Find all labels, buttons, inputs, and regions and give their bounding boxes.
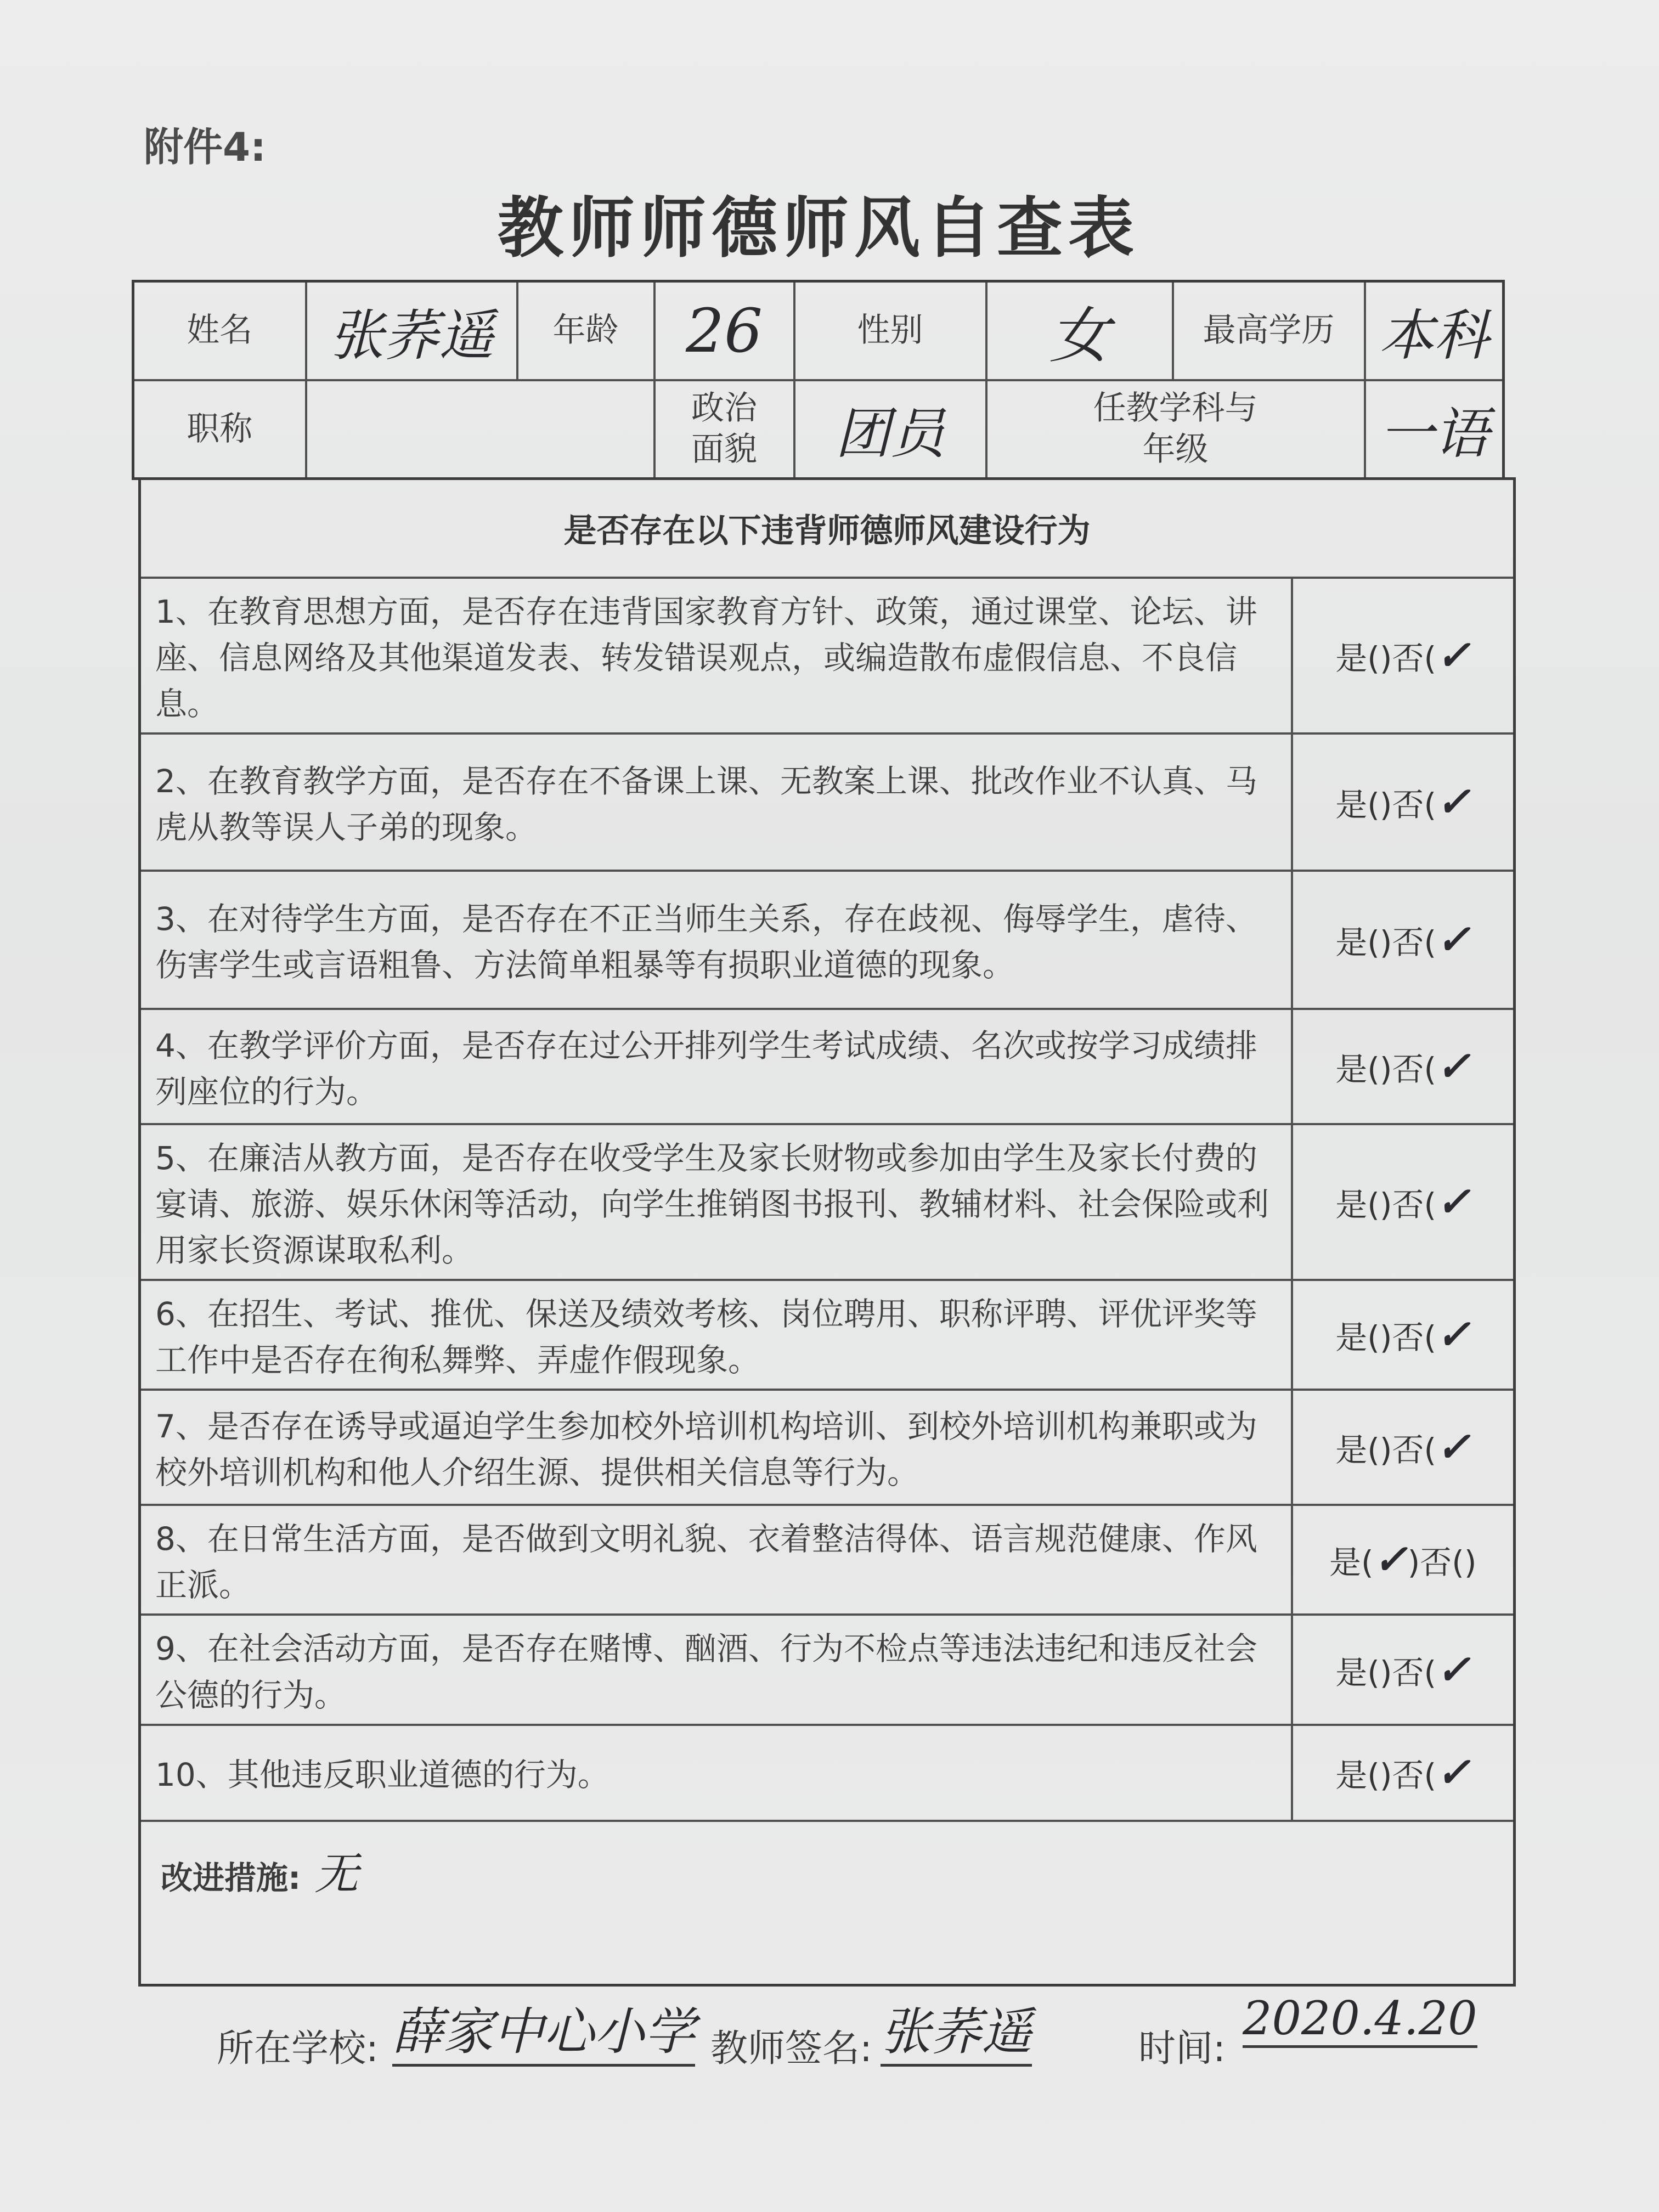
age-label: 年龄 [517, 281, 654, 380]
yes-no-answer[interactable] [1292, 1009, 1515, 1124]
checklist-row [140, 1615, 1515, 1724]
checklist-item-text: 4、在教学评价方面，是否存在过公开排列学生考试成绩、名次或按学习成绩排列座位的行为。 [140, 1009, 1292, 1124]
no-option: )否( [1407, 1544, 1464, 1582]
yes-no-answer[interactable] [1292, 578, 1515, 733]
checklist-item-text: 3、在对待学生方面，是否存在不正当师生关系，存在歧视、侮辱学生，虐待、伤害学生或言语粗鲁、方法简单粗暴等有损职业道德的现象。 [140, 871, 1292, 1009]
yes-option: 是( [1335, 786, 1380, 823]
no-checkmark: ✓ [1436, 916, 1471, 963]
yes-checkmark: ✓ [1373, 1536, 1408, 1584]
subject-grade-value[interactable]: 一语 [1365, 380, 1504, 479]
checklist-row [140, 1124, 1515, 1280]
no-option: )否( [1379, 639, 1437, 677]
no-checkmark: ✓ [1436, 1178, 1471, 1226]
teacher-signature-label: 教师签名: [710, 2027, 872, 2070]
answer-suffix: ) [1464, 1544, 1477, 1582]
political-status-label-line2: 面貌 [691, 430, 757, 469]
school-label: 所在学校: [217, 2027, 379, 2070]
no-option: )否( [1379, 1757, 1437, 1795]
professional-title-label: 职称 [133, 380, 306, 479]
section-heading: 是否存在以下违背师德师风建设行为 [140, 479, 1515, 578]
age-value[interactable]: 26 [654, 281, 794, 380]
yes-no-answer[interactable] [1292, 1505, 1515, 1615]
no-option: )否( [1379, 1050, 1437, 1088]
no-option: )否( [1379, 1654, 1437, 1691]
yes-no-answer[interactable] [1292, 1725, 1515, 1821]
yes-option: 是( [1335, 1050, 1380, 1088]
checklist-item-text: 6、在招生、考试、推优、保送及绩效考核、岗位聘用、职称评聘、评优评奖等工作中是否存在徇私舞弊、弄虚作假现象。 [140, 1280, 1292, 1390]
school-value[interactable]: 薛家中心小学 [392, 1991, 695, 2067]
checklist-row [140, 1009, 1515, 1124]
date-value[interactable]: 2020.4.20 [1243, 1991, 1477, 2048]
yes-option: 是( [1335, 1186, 1380, 1223]
yes-no-answer[interactable] [1292, 871, 1515, 1009]
checklist-item-text: 10、其他违反职业道德的行为。 [140, 1725, 1292, 1821]
yes-option: 是( [1335, 1654, 1380, 1691]
document-title: 教师师德师风自查表 [498, 190, 1139, 267]
education-value[interactable]: 本科 [1365, 281, 1504, 380]
gender-value[interactable]: 女 [986, 281, 1173, 380]
checklist-row [140, 1725, 1515, 1821]
yes-option: 是( [1335, 1431, 1380, 1469]
political-status-label-line1: 政治 [691, 389, 757, 428]
attachment-label: 附件4: [144, 124, 266, 170]
yes-option: 是( [1329, 1544, 1374, 1582]
improvement-measures-label: 改进措施: [161, 1859, 301, 1897]
no-checkmark: ✓ [1436, 1749, 1471, 1797]
no-checkmark: ✓ [1436, 1042, 1471, 1090]
subject-grade-label-line2: 年级 [1142, 430, 1209, 469]
gender-label: 性别 [794, 281, 986, 380]
no-checkmark: ✓ [1436, 631, 1471, 679]
political-status-value[interactable]: 团员 [794, 380, 986, 479]
yes-no-answer[interactable] [1292, 1615, 1515, 1724]
checklist-row [140, 733, 1515, 871]
teacher-signature-value[interactable]: 张荞遥 [881, 1991, 1032, 2067]
checklist-row [140, 1505, 1515, 1615]
no-option: )否( [1379, 1319, 1437, 1357]
no-option: )否( [1379, 786, 1437, 823]
yes-option: 是( [1335, 1757, 1380, 1795]
checklist-row [140, 871, 1515, 1009]
education-label: 最高学历 [1173, 281, 1365, 380]
name-value[interactable]: 张荞遥 [306, 281, 517, 380]
checklist-row [140, 578, 1515, 733]
no-checkmark: ✓ [1436, 1646, 1471, 1694]
checklist-item-text: 5、在廉洁从教方面，是否存在收受学生及家长财物或参加由学生及家长付费的宴请、旅游、娱乐休闲等活动，向学生推销图书报刊、教辅材料、社会保险或利用家长资源谋取私利。 [140, 1124, 1292, 1280]
political-status-label [654, 380, 794, 479]
checklist-row [140, 1280, 1515, 1390]
checklist-item-text: 9、在社会活动方面，是否存在赌博、酗酒、行为不检点等违法违纪和违反社会公德的行为。 [140, 1615, 1292, 1724]
name-label: 姓名 [133, 281, 306, 380]
yes-option: 是( [1335, 639, 1380, 677]
no-option: )否( [1379, 923, 1437, 961]
self-check-table [138, 477, 1516, 1987]
date-label: 时间: [1138, 2027, 1226, 2070]
improvement-measures-value[interactable]: 无 [314, 1848, 359, 1899]
personal-info-table [132, 280, 1505, 480]
no-checkmark: ✓ [1436, 778, 1471, 826]
checklist-item-text: 7、是否存在诱导或逼迫学生参加校外培训机构培训、到校外培训机构兼职或为校外培训机构和他人介绍生源、提供相关信息等行为。 [140, 1390, 1292, 1505]
no-checkmark: ✓ [1436, 1311, 1471, 1359]
no-checkmark: ✓ [1436, 1424, 1471, 1471]
subject-grade-label-line1: 任教学科与 [1093, 389, 1258, 428]
checklist-row [140, 1390, 1515, 1505]
checklist-item-text: 2、在教育教学方面，是否存在不备课上课、无教案上课、批改作业不认真、马虎从教等误人子弟的现象。 [140, 733, 1292, 871]
checklist-item-text: 1、在教育思想方面，是否存在违背国家教育方针、政策，通过课堂、论坛、讲座、信息网络及其他渠道发表、转发错误观点，或编造散布虚假信息、不良信息。 [140, 578, 1292, 733]
yes-option: 是( [1335, 923, 1380, 961]
improvement-measures-cell [140, 1821, 1515, 1985]
professional-title-value[interactable] [306, 380, 654, 479]
yes-no-answer[interactable] [1292, 1280, 1515, 1390]
checklist-item-text: 8、在日常生活方面，是否做到文明礼貌、衣着整洁得体、语言规范健康、作风正派。 [140, 1505, 1292, 1615]
yes-no-answer[interactable] [1292, 1124, 1515, 1280]
no-option: )否( [1379, 1431, 1437, 1469]
yes-option: 是( [1335, 1319, 1380, 1357]
no-option: )否( [1379, 1186, 1437, 1223]
subject-grade-label [986, 380, 1365, 479]
yes-no-answer[interactable] [1292, 1390, 1515, 1505]
yes-no-answer[interactable] [1292, 733, 1515, 871]
